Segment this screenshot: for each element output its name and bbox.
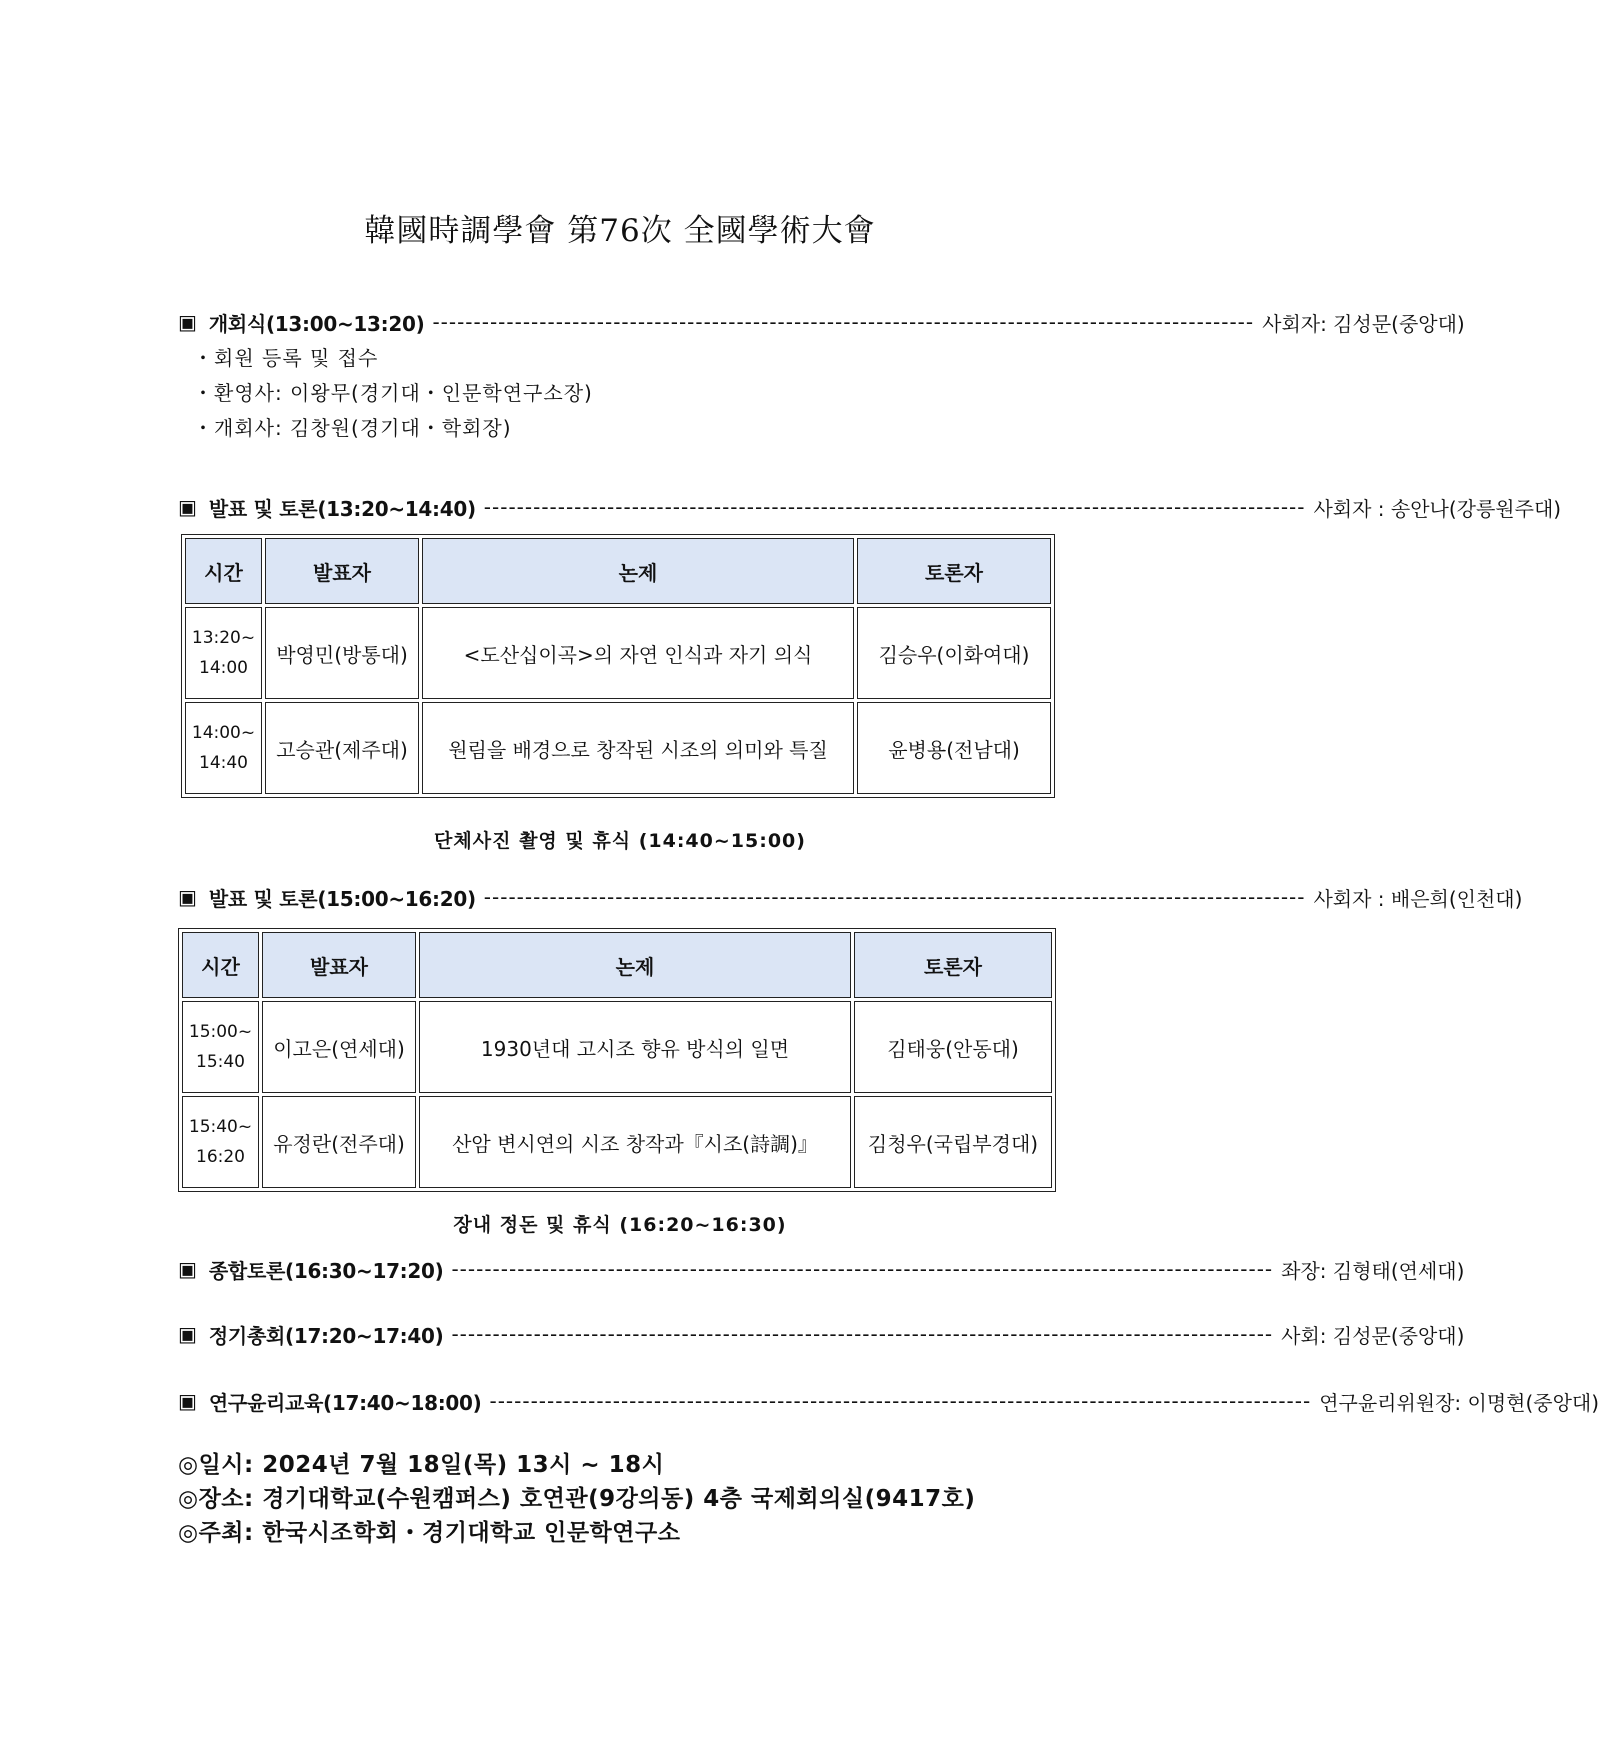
table-row — [185, 607, 1051, 699]
page-title: 韓國時調學會 第76次 全國學術大會 — [364, 213, 876, 249]
section-assembly — [178, 1319, 1465, 1349]
opening-item: ・환영사: 이왕무(경기대・인문학연구소장) — [193, 381, 593, 405]
dash-leader: ---------------------------------------------------------------------------------------------------- — [432, 310, 1255, 334]
section-opening-heading: 개회식(13:00~13:20) — [208, 311, 425, 336]
table-header-row — [182, 932, 1052, 998]
section-session2 — [178, 882, 1523, 912]
section-opening — [178, 307, 1465, 337]
opening-item: ・개회사: 김창원(경기대・학회장) — [193, 416, 512, 440]
column-header: 논제 — [422, 538, 854, 604]
dash-leader: ---------------------------------------------------------------------------------------------------- — [483, 885, 1306, 909]
section-marker-icon: ▣ — [178, 885, 197, 909]
discussant-cell: 김청우(국립부경대) — [854, 1096, 1052, 1188]
section-marker-icon: ▣ — [178, 1257, 197, 1281]
section-session1-host: 사회자 : 송안나(강릉원주대) — [1313, 496, 1562, 521]
presenter-cell: 고승관(제주대) — [265, 702, 419, 794]
table-row — [185, 702, 1051, 794]
column-header: 토론자 — [854, 932, 1052, 998]
time-cell: 15:00~ 15:40 — [182, 1001, 259, 1093]
session1-table — [181, 534, 1055, 798]
topic-cell: 1930년대 고시조 향유 방식의 일면 — [419, 1001, 851, 1093]
table-row — [182, 1001, 1052, 1093]
discussant-cell: 윤병용(전남대) — [857, 702, 1051, 794]
presenter-cell: 박영민(방통대) — [265, 607, 419, 699]
presenter-cell: 이고은(연세대) — [262, 1001, 416, 1093]
discussant-cell: 김승우(이화여대) — [857, 607, 1051, 699]
dash-leader: ---------------------------------------------------------------------------------------------------- — [451, 1322, 1274, 1346]
section-assembly-host: 사회: 김성문(중앙대) — [1281, 1323, 1465, 1348]
column-header: 시간 — [182, 932, 259, 998]
section-session2-heading: 발표 및 토론(15:00~16:20) — [208, 886, 476, 911]
section-assembly-heading: 정기총회(17:20~17:40) — [208, 1323, 444, 1348]
column-header: 토론자 — [857, 538, 1051, 604]
section-ethics-host: 연구윤리위원장: 이명현(중앙대) — [1319, 1390, 1599, 1415]
section-general-chair: 좌장: 김형태(연세대) — [1281, 1258, 1465, 1283]
column-header: 논제 — [419, 932, 851, 998]
section-marker-icon: ▣ — [178, 1322, 197, 1346]
presenter-cell: 유정란(전주대) — [262, 1096, 416, 1188]
table-row — [182, 1096, 1052, 1188]
event-date: ◎일시: 2024년 7월 18일(목) 13시 ~ 18시 — [178, 1452, 665, 1478]
topic-cell: 원림을 배경으로 창작된 시조의 의미와 특질 — [422, 702, 854, 794]
topic-cell: <도산십이곡>의 자연 인식과 자기 의식 — [422, 607, 854, 699]
event-host: ◎주최: 한국시조학회・경기대학교 인문학연구소 — [178, 1520, 681, 1546]
opening-item: ・회원 등록 및 접수 — [193, 346, 379, 370]
section-marker-icon: ▣ — [178, 1389, 197, 1413]
section-marker-icon: ▣ — [178, 310, 197, 334]
time-cell: 15:40~ 16:20 — [182, 1096, 259, 1188]
section-session1 — [178, 492, 1562, 522]
discussant-cell: 김태웅(안동대) — [854, 1001, 1052, 1093]
break-notice: 장내 정돈 및 휴식 (16:20~16:30) — [453, 1214, 787, 1236]
section-general — [178, 1254, 1465, 1284]
table-header-row — [185, 538, 1051, 604]
session2-table — [178, 928, 1056, 1192]
section-opening-host: 사회자: 김성문(중앙대) — [1262, 311, 1465, 336]
break-notice: 단체사진 촬영 및 휴식 (14:40~15:00) — [434, 830, 806, 852]
column-header: 발표자 — [262, 932, 416, 998]
section-general-heading: 종합토론(16:30~17:20) — [208, 1258, 444, 1283]
section-ethics — [178, 1386, 1599, 1416]
time-cell: 13:20~ 14:00 — [185, 607, 262, 699]
section-ethics-heading: 연구윤리교육(17:40~18:00) — [208, 1390, 482, 1415]
section-session1-heading: 발표 및 토론(13:20~14:40) — [208, 496, 476, 521]
section-session2-host: 사회자 : 배은희(인천대) — [1313, 886, 1523, 911]
section-marker-icon: ▣ — [178, 495, 197, 519]
dash-leader: ---------------------------------------------------------------------------------------------------- — [451, 1257, 1274, 1281]
dash-leader: ---------------------------------------------------------------------------------------------------- — [489, 1389, 1312, 1413]
column-header: 시간 — [185, 538, 262, 604]
column-header: 발표자 — [265, 538, 419, 604]
event-place: ◎장소: 경기대학교(수원캠퍼스) 호연관(9강의동) 4층 국제회의실(9417호) — [178, 1486, 976, 1512]
topic-cell: 산암 변시연의 시조 창작과『시조(詩調)』 — [419, 1096, 851, 1188]
time-cell: 14:00~ 14:40 — [185, 702, 262, 794]
dash-leader: ---------------------------------------------------------------------------------------------------- — [483, 495, 1306, 519]
